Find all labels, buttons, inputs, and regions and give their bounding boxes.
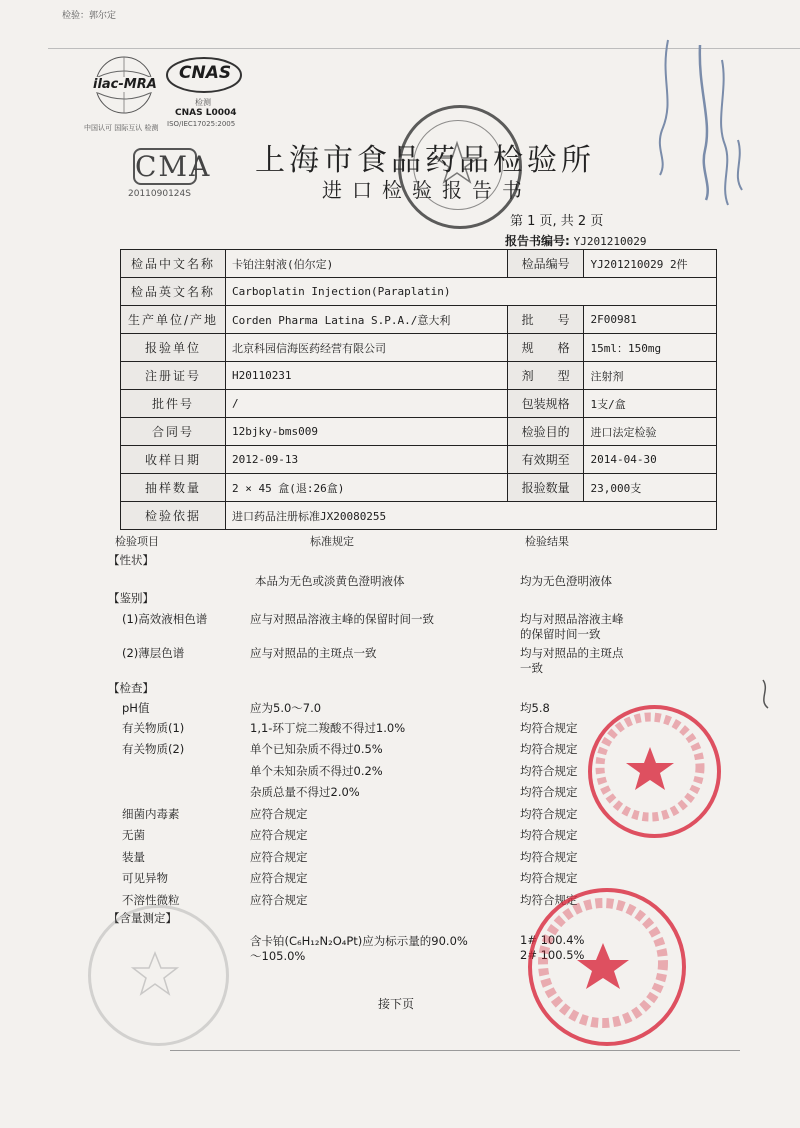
info-row [121,418,717,446]
report-number-value: YJ201210029 [573,235,647,248]
info-label: 批件号 [121,390,226,418]
result-value: 均与对照品溶液主峰 [520,612,624,626]
result-value: 均符合规定 [520,850,578,864]
info-value: 卡铂注射液(伯尔定) [225,250,507,278]
info-label: 生产单位/产地 [121,306,226,334]
info-value: 北京科园信海医药经营有限公司 [225,334,507,362]
result-value: 均符合规定 [520,764,578,778]
info-row [121,502,717,530]
results-header-standard: 标准规定 [310,535,354,548]
result-item: (1)高效液相色谱 [122,612,208,626]
info-label: 合同号 [121,418,226,446]
result-standard-cont: ～105.0% [250,949,306,963]
result-value: 均符合规定 [520,893,578,907]
result-section-heading: 【含量测定】 [108,911,177,925]
info-value-2: 15ml：150mg [584,334,717,362]
result-value: 均符合规定 [520,807,578,821]
faded-seal-left [88,905,229,1046]
result-item: pH值 [122,701,150,715]
result-value: 1# 100.4% [520,933,585,947]
info-value: 2012-09-13 [225,446,507,474]
sample-info-table [120,249,717,530]
results-header-result: 检验结果 [525,535,569,548]
info-row [121,250,717,278]
info-label-2: 有效期至 [507,446,584,474]
result-section-heading: 【鉴别】 [108,591,154,605]
info-row [121,446,717,474]
info-row [121,306,717,334]
result-standard: 应与对照品溶液主峰的保留时间一致 [250,612,434,626]
info-label: 注册证号 [121,362,226,390]
info-row [121,334,717,362]
result-value-cont: 的保留时间一致 [520,627,601,641]
result-standard: 应符合规定 [250,871,308,885]
result-standard: 单个未知杂质不得过0.2% [250,764,383,778]
result-value: 均符合规定 [520,828,578,842]
info-row [121,474,717,502]
info-label: 检品英文名称 [121,278,226,306]
result-value: 均与对照品的主斑点 [520,646,624,660]
result-standard: 本品为无色或淡黄色澄明液体 [255,574,405,588]
company-seal-bottom [528,888,686,1046]
cnas-sub3: ISO/IEC17025:2005 [167,120,236,128]
result-section-heading: 【检查】 [108,681,154,695]
info-value-2: 进口法定检验 [584,418,717,446]
ilac-text: ilac-MRA [93,77,157,92]
info-label: 抽样数量 [121,474,226,502]
result-item: 有关物质(2) [122,742,185,756]
result-standard: 含卡铂(C₆H₁₂N₂O₄Pt)应为标示量的90.0% [250,934,468,948]
results-header-item: 检验项目 [115,535,159,548]
next-page-note: 接下页 [378,997,415,1011]
cma-logo [128,148,213,206]
info-label-2: 检品编号 [507,250,584,278]
result-value: 均符合规定 [520,742,578,756]
result-standard: 杂质总量不得过2.0% [250,785,360,799]
cnas-sub2: CNAS L0004 [175,108,237,118]
info-label-2: 剂 型 [507,362,584,390]
info-label-2: 批 号 [507,306,584,334]
cnas-sub1: 检测 [195,98,211,107]
result-value: 均5.8 [520,701,550,715]
cma-text: CMA [135,150,212,183]
info-label-2: 规 格 [507,334,584,362]
report-number [505,232,647,249]
info-value: 进口药品注册标准JX20080255 [225,502,716,530]
info-value: / [225,390,507,418]
report-subtitle: 进口检验报告书 [322,178,532,202]
company-seal-right [588,705,721,838]
info-value-2: 2F00981 [584,306,717,334]
info-row [121,278,717,306]
info-row [121,362,717,390]
result-standard: 单个已知杂质不得过0.5% [250,742,383,756]
institute-seal [398,105,522,229]
result-item: (2)薄层色谱 [122,646,185,660]
info-value-2: YJ201210029 2件 [584,250,717,278]
info-value-2: 2014-04-30 [584,446,717,474]
result-section-heading: 【性状】 [108,553,154,567]
top-rule [48,48,800,49]
ilac-caption: 中国认可 国际互认 检测 [84,124,159,132]
top-corner-note: 检验：郭尔定 [62,11,117,21]
info-label: 检品中文名称 [121,250,226,278]
result-item: 可见异物 [122,871,168,885]
result-standard: 应符合规定 [250,850,308,864]
page-info: 第 1 页, 共 2 页 [510,214,604,229]
result-value-cont: 一致 [520,661,543,675]
result-standard: 应与对照品的主斑点一致 [250,646,377,660]
info-value: Carboplatin Injection(Paraplatin) [225,278,716,306]
cma-number: 2011090124S [128,189,191,199]
info-value-2: 1支/盒 [584,390,717,418]
report-number-label: 报告书编号: [505,234,570,248]
info-value: 12bjky-bms009 [225,418,507,446]
result-standard: 应符合规定 [250,893,308,907]
result-standard: 1,1-环丁烷二羧酸不得过1.0% [250,721,406,735]
cnas-logo [165,55,245,135]
info-label-2: 检验目的 [507,418,584,446]
result-item: 有关物质(1) [122,721,185,735]
info-label-2: 包装规格 [507,390,584,418]
info-label-2: 报验数量 [507,474,584,502]
result-standard: 应为5.0～7.0 [250,701,322,715]
result-item: 装量 [122,850,145,864]
cnas-text: CNAS [179,63,232,83]
bottom-rule [170,1050,740,1051]
info-label: 报验单位 [121,334,226,362]
info-value: H20110231 [225,362,507,390]
ilac-logo [84,55,160,135]
report-title: 上海市食品药品检验所 [255,143,595,178]
info-row [121,390,717,418]
result-item: 细菌内毒素 [122,807,180,821]
result-item: 无菌 [122,828,145,842]
info-value-2: 23,000支 [584,474,717,502]
info-label: 收样日期 [121,446,226,474]
result-standard: 应符合规定 [250,807,308,821]
info-value-2: 注射剂 [584,362,717,390]
result-value: 均符合规定 [520,721,578,735]
info-label: 检验依据 [121,502,226,530]
result-item: 不溶性微粒 [122,893,180,907]
info-value: 2 × 45 盒(退:26盒) [225,474,507,502]
result-value: 均为无色澄明液体 [520,574,612,588]
info-value: Corden Pharma Latina S.P.A./意大利 [225,306,507,334]
result-value: 均符合规定 [520,871,578,885]
result-standard: 应符合规定 [250,828,308,842]
result-value-cont: 2# 100.5% [520,948,585,962]
result-value: 均符合规定 [520,785,578,799]
